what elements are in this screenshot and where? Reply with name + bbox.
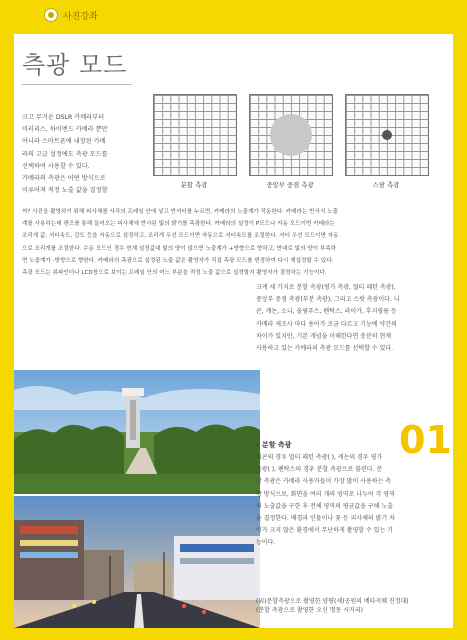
section-line: 을 결정한다. 배경과 인물이나 꽃 등 피사체의 밝기 차 — [256, 515, 395, 523]
section-number: 01 — [399, 418, 452, 462]
caption-line: (위)분할측광으로 촬영한 양평(세)공원의 메타지퀘 진정대) — [256, 598, 409, 605]
left-band — [0, 0, 14, 640]
metering-diagram-center-weighted — [249, 94, 333, 189]
photo-captions — [256, 597, 409, 615]
sun-icon — [44, 8, 58, 22]
page-title: 측광 모드 — [22, 51, 128, 79]
grid-center-weighted — [249, 94, 333, 176]
intro-line: 크고 무거운 DSLR 카메라부터 — [22, 114, 105, 121]
section-label: 사진강좌 — [63, 11, 98, 22]
title-underline — [22, 84, 132, 85]
intro-line: 선택하여 사용할 수 있다. — [22, 162, 90, 170]
section-tag — [44, 8, 98, 22]
section-line: 니콘의 경우 멀티 패턴 측광( ), 캐논의 경우 평가 — [256, 454, 383, 461]
intro-line: 아니라 스마트폰에 내장된 카메 — [22, 138, 106, 146]
body-line: 까? 사진을 촬영하기 위해 피사체를 사각의 프레임 안에 넣고 반셔터를 누르면, 카메라의 노출계가 작동한다. 카메라는 반사식 노출 — [22, 209, 338, 215]
intro-line: 카메라의 측광은 어떤 방식으로 — [22, 175, 106, 183]
section-line: 의 노출값을 구한 후 전체 영역의 평균값을 구해 노출 — [256, 502, 393, 510]
diagram-label: 중앙부 중점 측광 — [266, 181, 314, 189]
metering-diagram-spot — [345, 94, 429, 189]
right-line: 카메라 제조사 마다 용어가 조금 다르고 기능에 약간의 — [256, 320, 397, 328]
section-subhead: – 분할 측광 — [256, 441, 292, 449]
section-line: 광 방식으로, 화면을 여러 개의 영역로 나누어 각 영역 — [256, 490, 395, 498]
intro-line: 라의 고급 설정에도 측광 모드를 — [22, 150, 108, 158]
section-line: 이가 크지 않은 환경에서 무난하게 촬영할 수 있는 기 — [256, 527, 393, 535]
body-line: 측광 모드는 뷰파인더나 LCD창으로 보이는 프레임 안의 어느 부분을 적정 노출 값으로 설정할지 촬영자가 결정하는 기능이다. — [22, 270, 327, 277]
right-line: 차이가 있지만, 기본 개념을 이해한다면 충분히 현재 — [256, 332, 392, 340]
diagram-label: 스팟 측광 — [372, 181, 400, 189]
center-circle — [270, 114, 312, 156]
body-line: 조리개 값, 셔터속도, 감도 등을 자동으로 설정하고, 조리개 우선 모드이면 자동으로 셔터속도를 조절한다. 셔터 우선 모드이면 자동 — [22, 233, 339, 240]
section-line: 능이다. — [256, 539, 276, 547]
right-line: 사용하고 있는 카메라의 측광 모드를 선택할 수 있다. — [256, 345, 393, 353]
section-line: 측광( ), 펜탁스의 경우 분할 측광으로 불린다. 분 — [256, 466, 383, 474]
section-body — [256, 452, 446, 550]
spot-dot — [382, 130, 392, 140]
park-photo — [14, 370, 260, 494]
bottom-band — [0, 628, 467, 640]
intro-line: 미러리스, 하이엔드 카메라 뿐만 — [22, 126, 108, 134]
right-line: 크게 세 가지로 분할 측광(평가 측광, 멀티 패턴 측광), — [256, 284, 396, 291]
diagram-label: 분할 측광 — [180, 181, 208, 189]
body-line: 으로 조리개를 조절한다. 수동 모드인 경우 현재 설정값대 빛의 양이 많으면 노출계가 +방향으로 향하고, 반대로 빛의 양이 부족하 — [22, 245, 337, 252]
grid-evaluative — [153, 94, 237, 176]
body-line: 계를 사용하는데 렌즈를 통해 들어오는 피사체에 반사된 빛의 밝기를 측광한다. 카메라의 설정이 P모드나 자동 모드이면 카메라는 — [22, 221, 335, 228]
caption-line: (분할 측광으로 촬영한 오신 명동 시거리) — [256, 607, 363, 614]
right-line: 중앙부 중점 측광(부분 측광), 그리고 스팟 측광이다. 니 — [256, 296, 400, 304]
right-band — [453, 0, 467, 640]
grid-spot — [345, 94, 429, 176]
body-line: 면 노출계가 -방향으로 향한다. 카메라의 측광으로 설정된 노출 값은 촬영자가 직접 측광 모드를 변경하여 다시 재설정할 수 있다. — [22, 257, 334, 264]
section-line: 할 측광은 카메라 사용자들이 가장 많이 사용하는 측 — [256, 478, 392, 486]
body-paragraph — [22, 206, 442, 279]
intro-text — [22, 112, 152, 197]
intro-line: 이루어져 적정 노출 값을 결정할 — [22, 187, 108, 195]
metering-diagram-evaluative — [153, 94, 237, 189]
right-column-text — [256, 282, 446, 355]
right-line: 콘, 캐논, 소니, 올림푸스, 펜탁스, 라이카, 후지필름 등 — [256, 308, 397, 316]
city-street-photo — [14, 496, 260, 628]
